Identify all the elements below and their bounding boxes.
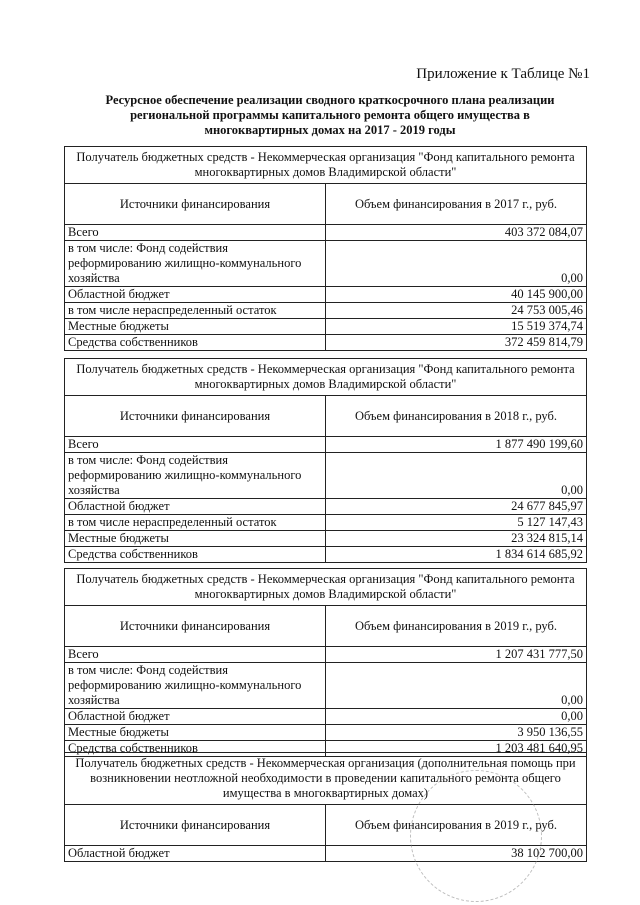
col-header-amount: Объем финансирования в 2018 г., руб.	[326, 396, 587, 437]
funding-table-2018	[64, 358, 587, 563]
row-value: 24 753 005,46	[326, 303, 587, 319]
row-label: Областной бюджет	[65, 499, 326, 515]
appendix-label: Приложение к Таблице №1	[416, 66, 590, 82]
row-value: 1 203 481 640,95	[326, 741, 587, 757]
row-label: Всего	[65, 437, 326, 453]
funding-table-2017	[64, 146, 587, 351]
row-label: Средства собственников	[65, 335, 326, 351]
row-value: 403 372 084,07	[326, 225, 587, 241]
row-label: Средства собственников	[65, 547, 326, 563]
row-value: 40 145 900,00	[326, 287, 587, 303]
row-value: 24 677 845,97	[326, 499, 587, 515]
row-value: 0,00	[326, 709, 587, 725]
row-value: 1 207 431 777,50	[326, 647, 587, 663]
recipient-row: Получатель бюджетных средств - Некоммерческая организация (дополнительная помощь при возникновении неотложной необходимости в проведении капитального ремонта общего имущества в многоквартирных домах)	[65, 753, 587, 805]
row-value: 3 950 136,55	[326, 725, 587, 741]
row-value: 1 877 490 199,60	[326, 437, 587, 453]
col-header-amount: Объем финансирования в 2019 г., руб.	[326, 606, 587, 647]
row-value: 38 102 700,00	[326, 846, 587, 862]
col-header-source: Источники финансирования	[65, 184, 326, 225]
row-label: Местные бюджеты	[65, 531, 326, 547]
row-value: 372 459 814,79	[326, 335, 587, 351]
col-header-source: Источники финансирования	[65, 606, 326, 647]
document-title: Ресурсное обеспечение реализации сводного краткосрочного плана реализации региональной программы капитального ремонта общего имущества в многоквартирных домах на 2017 - 2019 годы	[105, 93, 555, 137]
row-label: Местные бюджеты	[65, 725, 326, 741]
col-header-source: Источники финансирования	[65, 805, 326, 846]
row-value: 0,00	[326, 241, 587, 287]
row-label: в том числе нераспределенный остаток	[65, 303, 326, 319]
row-value: 0,00	[326, 453, 587, 499]
row-label: Областной бюджет	[65, 287, 326, 303]
recipient-row: Получатель бюджетных средств - Некоммерческая организация "Фонд капитального ремонта многоквартирных домов Владимирской области"	[65, 359, 587, 396]
official-stamp-seal	[410, 770, 542, 902]
col-header-source: Источники финансирования	[65, 396, 326, 437]
row-label: в том числе нераспределенный остаток	[65, 515, 326, 531]
row-label: в том числе: Фонд содействия реформированию жилищно-коммунального хозяйства	[65, 663, 326, 709]
row-value: 1 834 614 685,92	[326, 547, 587, 563]
row-label: в том числе: Фонд содействия реформированию жилищно-коммунального хозяйства	[65, 241, 326, 287]
col-header-amount: Объем финансирования в 2019 г., руб.	[326, 805, 587, 846]
row-label: Местные бюджеты	[65, 319, 326, 335]
row-label: Областной бюджет	[65, 709, 326, 725]
row-label: в том числе: Фонд содействия реформированию жилищно-коммунального хозяйства	[65, 453, 326, 499]
row-value: 5 127 147,43	[326, 515, 587, 531]
row-value: 15 519 374,74	[326, 319, 587, 335]
col-header-amount: Объем финансирования в 2017 г., руб.	[326, 184, 587, 225]
row-value: 23 324 815,14	[326, 531, 587, 547]
row-label: Областной бюджет	[65, 846, 326, 862]
funding-table-2019	[64, 568, 587, 757]
row-label: Всего	[65, 647, 326, 663]
row-value: 0,00	[326, 663, 587, 709]
recipient-row: Получатель бюджетных средств - Некоммерческая организация "Фонд капитального ремонта многоквартирных домов Владимирской области"	[65, 569, 587, 606]
row-label: Всего	[65, 225, 326, 241]
recipient-row: Получатель бюджетных средств - Некоммерческая организация "Фонд капитального ремонта многоквартирных домов Владимирской области"	[65, 147, 587, 184]
row-label: Средства собственников	[65, 741, 326, 757]
